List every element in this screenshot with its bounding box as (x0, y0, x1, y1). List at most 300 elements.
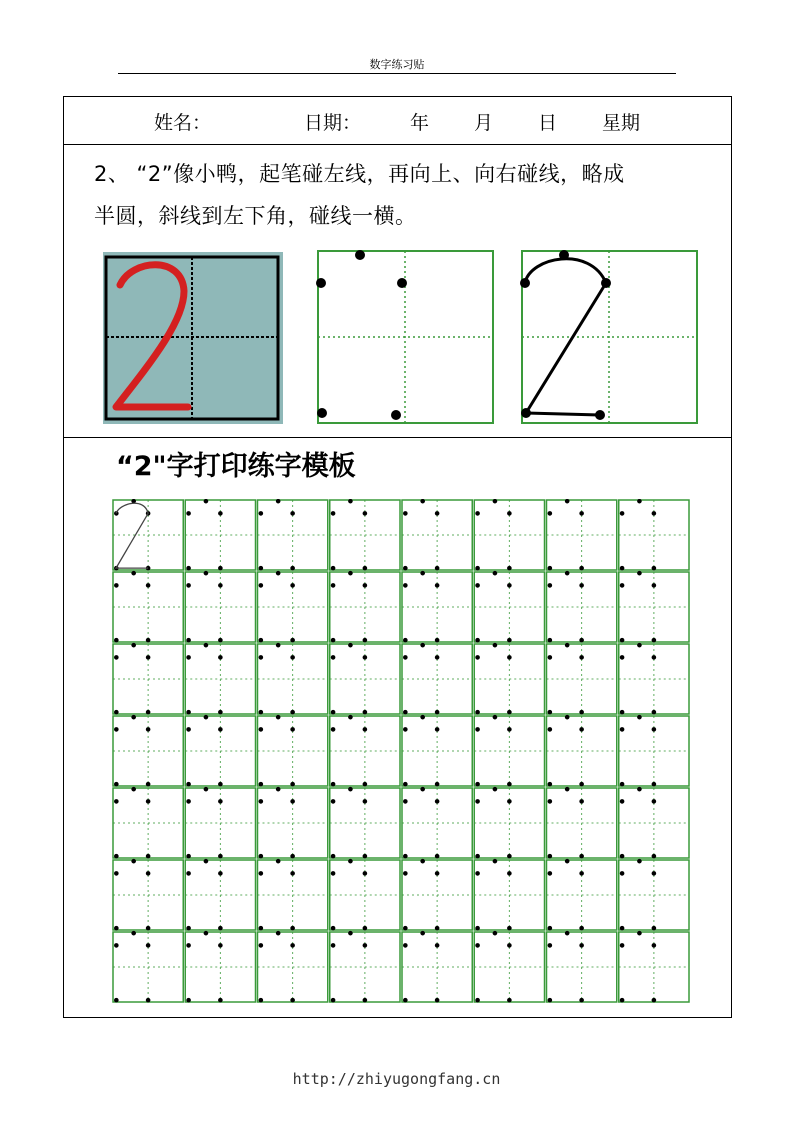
guide-dot (363, 782, 368, 787)
guide-dot (363, 710, 368, 715)
guide-dot (548, 782, 553, 787)
guide-dot (186, 782, 191, 787)
guide-dot (620, 998, 625, 1003)
guide-dot (186, 854, 191, 859)
guide-dot (403, 926, 408, 931)
guide-dot (637, 643, 642, 648)
guide-dot (420, 499, 425, 503)
guide-dot (276, 715, 281, 720)
guide-dot (259, 926, 264, 931)
guide-dot (331, 655, 336, 660)
guide-dot (146, 655, 151, 660)
guide-dot (403, 566, 408, 571)
guide-dot (420, 571, 425, 576)
guide-dot (493, 643, 498, 648)
guide-dot (348, 787, 353, 792)
guide-dot (331, 943, 336, 948)
header-rule (118, 73, 676, 74)
guide-dot (548, 566, 553, 571)
guide-dot (652, 638, 657, 643)
row-divider (64, 437, 731, 438)
guide-dot (218, 998, 223, 1003)
guide-dot (259, 583, 264, 588)
guide-dot (652, 583, 657, 588)
guide-dot (290, 871, 295, 876)
guide-dot (363, 566, 368, 571)
stroke-points-panel (316, 249, 496, 429)
guide-dot (146, 727, 151, 732)
guide-dot (259, 782, 264, 787)
guide-dot (579, 854, 584, 859)
guide-dot (435, 799, 440, 804)
guide-dot (290, 511, 295, 516)
guide-dot (579, 998, 584, 1003)
guide-dot (420, 715, 425, 720)
guide-dot (620, 926, 625, 931)
guide-dot (548, 638, 553, 643)
guide-dot (548, 799, 553, 804)
guide-dot (493, 859, 498, 864)
bottom-left-dot (317, 408, 327, 418)
guide-dot (565, 643, 570, 648)
guide-dot (331, 998, 336, 1003)
guide-dot (435, 583, 440, 588)
guide-dot (403, 583, 408, 588)
guide-dot (620, 727, 625, 732)
guide-dot (652, 710, 657, 715)
guide-dot (259, 799, 264, 804)
guide-dot (218, 655, 223, 660)
guide-dot (637, 715, 642, 720)
guide-dot (218, 799, 223, 804)
row-divider (64, 144, 731, 145)
guide-dot (131, 715, 136, 720)
guide-dot (363, 638, 368, 643)
guide-dot (507, 583, 512, 588)
guide-dot (652, 871, 657, 876)
guide-dot (218, 566, 223, 571)
guide-dot (276, 787, 281, 792)
day-label: 日 (538, 112, 558, 134)
guide-dot (276, 643, 281, 648)
guide-dot (435, 511, 440, 516)
guide-dot (186, 710, 191, 715)
guide-dot (331, 638, 336, 643)
guide-dot (652, 511, 657, 516)
guide-dot (403, 782, 408, 787)
guide-dot (548, 998, 553, 1003)
guide-dot (652, 655, 657, 660)
guide-dot (290, 566, 295, 571)
guide-dot (114, 943, 119, 948)
guide-dot (114, 782, 119, 787)
guide-dot (579, 799, 584, 804)
guide-dot (507, 854, 512, 859)
guide-dot (146, 854, 151, 859)
guide-dot (565, 931, 570, 936)
guide-dot (652, 998, 657, 1003)
stroke-right-dot (601, 278, 611, 288)
guide-dot (146, 943, 151, 948)
guide-dot (259, 655, 264, 660)
guide-dot (493, 715, 498, 720)
guide-dot (565, 571, 570, 576)
guide-dot (186, 871, 191, 876)
guide-dot (652, 854, 657, 859)
lesson-line-1: 2、 “2”像小鸭，起笔碰左线，再向上、向右碰线，略成 (94, 162, 625, 186)
guide-dot (548, 871, 553, 876)
guide-dot (579, 710, 584, 715)
guide-dot (420, 931, 425, 936)
guide-dot (579, 926, 584, 931)
guide-dot (548, 511, 553, 516)
guide-dot (186, 511, 191, 516)
start-point-dot (355, 250, 365, 260)
guide-dot (403, 655, 408, 660)
guide-dot (146, 638, 151, 643)
guide-dot (637, 571, 642, 576)
guide-dot (218, 926, 223, 931)
guide-dot (290, 782, 295, 787)
guide-dot (475, 943, 480, 948)
guide-dot (620, 638, 625, 643)
guide-dot (475, 655, 480, 660)
guide-dot (186, 727, 191, 732)
guide-dot (259, 511, 264, 516)
guide-dot (435, 871, 440, 876)
guide-dot (186, 566, 191, 571)
guide-dot (507, 511, 512, 516)
guide-dot (218, 511, 223, 516)
right-point-dot (397, 278, 407, 288)
stroke-start-dot (559, 250, 569, 260)
guide-dot (290, 655, 295, 660)
guide-dot (363, 998, 368, 1003)
guide-dot (131, 931, 136, 936)
guide-dot (186, 655, 191, 660)
guide-dot (290, 799, 295, 804)
guide-dot (579, 511, 584, 516)
guide-dot (620, 854, 625, 859)
guide-dot (290, 638, 295, 643)
guide-dot (435, 998, 440, 1003)
guide-dot (131, 571, 136, 576)
guide-dot (276, 571, 281, 576)
guide-dot (146, 871, 151, 876)
guide-dot (276, 931, 281, 936)
guide-dot (435, 655, 440, 660)
guide-dot (290, 943, 295, 948)
guide-dot (565, 787, 570, 792)
guide-dot (331, 854, 336, 859)
lesson-description (94, 153, 714, 237)
guide-dot (620, 782, 625, 787)
guide-dot (186, 638, 191, 643)
guide-dot (348, 643, 353, 648)
guide-dot (290, 998, 295, 1003)
guide-dot (548, 583, 553, 588)
guide-dot (146, 998, 151, 1003)
guide-dot (114, 799, 119, 804)
guide-dot (114, 638, 119, 643)
guide-dot (475, 638, 480, 643)
guide-dot (259, 566, 264, 571)
guide-dot (579, 638, 584, 643)
guide-dot (363, 799, 368, 804)
guide-dot (620, 871, 625, 876)
guide-dot (475, 511, 480, 516)
sample-digit-panel (102, 251, 284, 425)
guide-dot (565, 859, 570, 864)
guide-dot (579, 871, 584, 876)
guide-dot (475, 566, 480, 571)
guide-dot (114, 854, 119, 859)
guide-dot (652, 943, 657, 948)
guide-dot (548, 926, 553, 931)
guide-dot (146, 710, 151, 715)
guide-dot (114, 655, 119, 660)
document-header: 数字练习贴 (369, 58, 425, 71)
guide-dot (204, 499, 209, 503)
guide-dot (331, 511, 336, 516)
guide-dot (146, 583, 151, 588)
guide-dot (507, 998, 512, 1003)
guide-dot (290, 926, 295, 931)
guide-dot (475, 710, 480, 715)
guide-dot (620, 566, 625, 571)
guide-dot (218, 782, 223, 787)
guide-dot (331, 583, 336, 588)
guide-dot (493, 499, 498, 503)
lesson-line-2: 半圆，斜线到左下角，碰线一横。 (94, 204, 417, 228)
guide-dot (507, 655, 512, 660)
guide-dot (186, 943, 191, 948)
guide-dot (507, 566, 512, 571)
guide-dot (507, 727, 512, 732)
guide-dot (204, 931, 209, 936)
guide-dot (290, 710, 295, 715)
guide-dot (403, 511, 408, 516)
guide-dot (186, 998, 191, 1003)
guide-dot (348, 931, 353, 936)
guide-dot (331, 710, 336, 715)
guide-dot (403, 710, 408, 715)
guide-dot (186, 799, 191, 804)
guide-dot (348, 715, 353, 720)
guide-dot (475, 854, 480, 859)
guide-dot (507, 638, 512, 643)
guide-dot (290, 583, 295, 588)
guide-dot (363, 871, 368, 876)
guide-dot (637, 859, 642, 864)
guide-dot (204, 715, 209, 720)
template-title: “2"字打印练字模板 (116, 451, 356, 482)
guide-dot (403, 854, 408, 859)
guide-dot (420, 787, 425, 792)
guide-dot (146, 782, 151, 787)
guide-dot (548, 854, 553, 859)
guide-dot (276, 499, 281, 503)
guide-dot (435, 727, 440, 732)
guide-dot (259, 854, 264, 859)
guide-dot (331, 799, 336, 804)
guide-dot (620, 710, 625, 715)
name-label: 姓名： (154, 112, 212, 134)
guide-dot (475, 998, 480, 1003)
guide-dot (548, 655, 553, 660)
guide-dot (259, 998, 264, 1003)
guide-dot (114, 583, 119, 588)
guide-dot (363, 511, 368, 516)
left-point-dot (316, 278, 326, 288)
guide-dot (114, 727, 119, 732)
guide-dot (507, 710, 512, 715)
guide-dot (475, 926, 480, 931)
guide-dot (565, 499, 570, 503)
guide-dot (579, 583, 584, 588)
guide-dot (579, 655, 584, 660)
guide-dot (218, 638, 223, 643)
guide-dot (331, 871, 336, 876)
guide-dot (348, 571, 353, 576)
weekday-label: 星期 (602, 112, 641, 134)
guide-dot (565, 715, 570, 720)
guide-dot (218, 710, 223, 715)
guide-dot (259, 710, 264, 715)
stroke-bottom-right-dot (595, 410, 605, 420)
guide-dot (331, 782, 336, 787)
guide-dot (363, 854, 368, 859)
guide-dot (435, 926, 440, 931)
guide-dot (204, 643, 209, 648)
worksheet-frame (63, 96, 732, 1018)
guide-dot (259, 871, 264, 876)
guide-dot (493, 931, 498, 936)
guide-dot (331, 566, 336, 571)
guide-dot (218, 727, 223, 732)
guide-dot (363, 727, 368, 732)
month-label: 月 (474, 112, 494, 134)
guide-dot (493, 571, 498, 576)
guide-dot (475, 871, 480, 876)
guide-dot (435, 710, 440, 715)
guide-dot (331, 727, 336, 732)
guide-dot (218, 943, 223, 948)
guide-dot (114, 710, 119, 715)
guide-dot (475, 799, 480, 804)
guide-dot (218, 871, 223, 876)
bottom-right-dot (391, 410, 401, 420)
guide-dot (276, 859, 281, 864)
guide-dot (131, 643, 136, 648)
guide-dot (348, 499, 353, 503)
guide-dot (507, 926, 512, 931)
guide-dot (363, 655, 368, 660)
guide-dot (204, 571, 209, 576)
guide-dot (637, 499, 642, 503)
guide-dot (652, 799, 657, 804)
guide-dot (403, 638, 408, 643)
guide-dot (403, 871, 408, 876)
guide-dot (331, 926, 336, 931)
guide-dot (186, 583, 191, 588)
guide-dot (290, 727, 295, 732)
guide-dot (435, 566, 440, 571)
guide-dot (131, 787, 136, 792)
guide-dot (204, 787, 209, 792)
stroke-left-dot (520, 278, 530, 288)
guide-dot (475, 583, 480, 588)
guide-dot (348, 859, 353, 864)
guide-dot (218, 583, 223, 588)
guide-dot (579, 566, 584, 571)
guide-dot (131, 859, 136, 864)
guide-dot (637, 931, 642, 936)
guide-dot (507, 799, 512, 804)
guide-dot (204, 859, 209, 864)
guide-dot (114, 926, 119, 931)
guide-dot (420, 643, 425, 648)
footer-url: http://zhiyugongfang.cn (292, 1070, 501, 1088)
guide-dot (363, 583, 368, 588)
guide-dot (620, 511, 625, 516)
guide-dot (218, 854, 223, 859)
guide-dot (403, 727, 408, 732)
guide-dot (652, 782, 657, 787)
guide-dot (620, 943, 625, 948)
guide-dot (579, 943, 584, 948)
guide-dot (435, 638, 440, 643)
guide-dot (637, 787, 642, 792)
guide-dot (114, 998, 119, 1003)
guide-dot (652, 926, 657, 931)
guide-dot (435, 943, 440, 948)
guide-dot (290, 854, 295, 859)
guide-dot (579, 782, 584, 787)
guide-dot (363, 926, 368, 931)
guide-dot (620, 799, 625, 804)
guide-dot (652, 727, 657, 732)
guide-dot (548, 727, 553, 732)
date-label: 日期： (304, 112, 362, 134)
guide-dot (507, 871, 512, 876)
guide-dot (259, 943, 264, 948)
guide-dot (475, 727, 480, 732)
guide-dot (507, 943, 512, 948)
guide-dot (403, 998, 408, 1003)
practice-grid (112, 499, 690, 1003)
stroke-bottom-left-dot (521, 408, 531, 418)
stroke-guide-panel (520, 249, 700, 429)
guide-dot (493, 787, 498, 792)
guide-dot (259, 727, 264, 732)
guide-dot (259, 638, 264, 643)
guide-dot (363, 943, 368, 948)
guide-dot (435, 854, 440, 859)
guide-dot (146, 799, 151, 804)
guide-dot (548, 943, 553, 948)
guide-dot (652, 566, 657, 571)
year-label: 年 (410, 112, 430, 134)
guide-dot (620, 655, 625, 660)
guide-dot (420, 859, 425, 864)
guide-dot (403, 943, 408, 948)
guide-dot (114, 871, 119, 876)
guide-dot (403, 799, 408, 804)
guide-dot (435, 782, 440, 787)
guide-dot (620, 583, 625, 588)
guide-dot (548, 710, 553, 715)
